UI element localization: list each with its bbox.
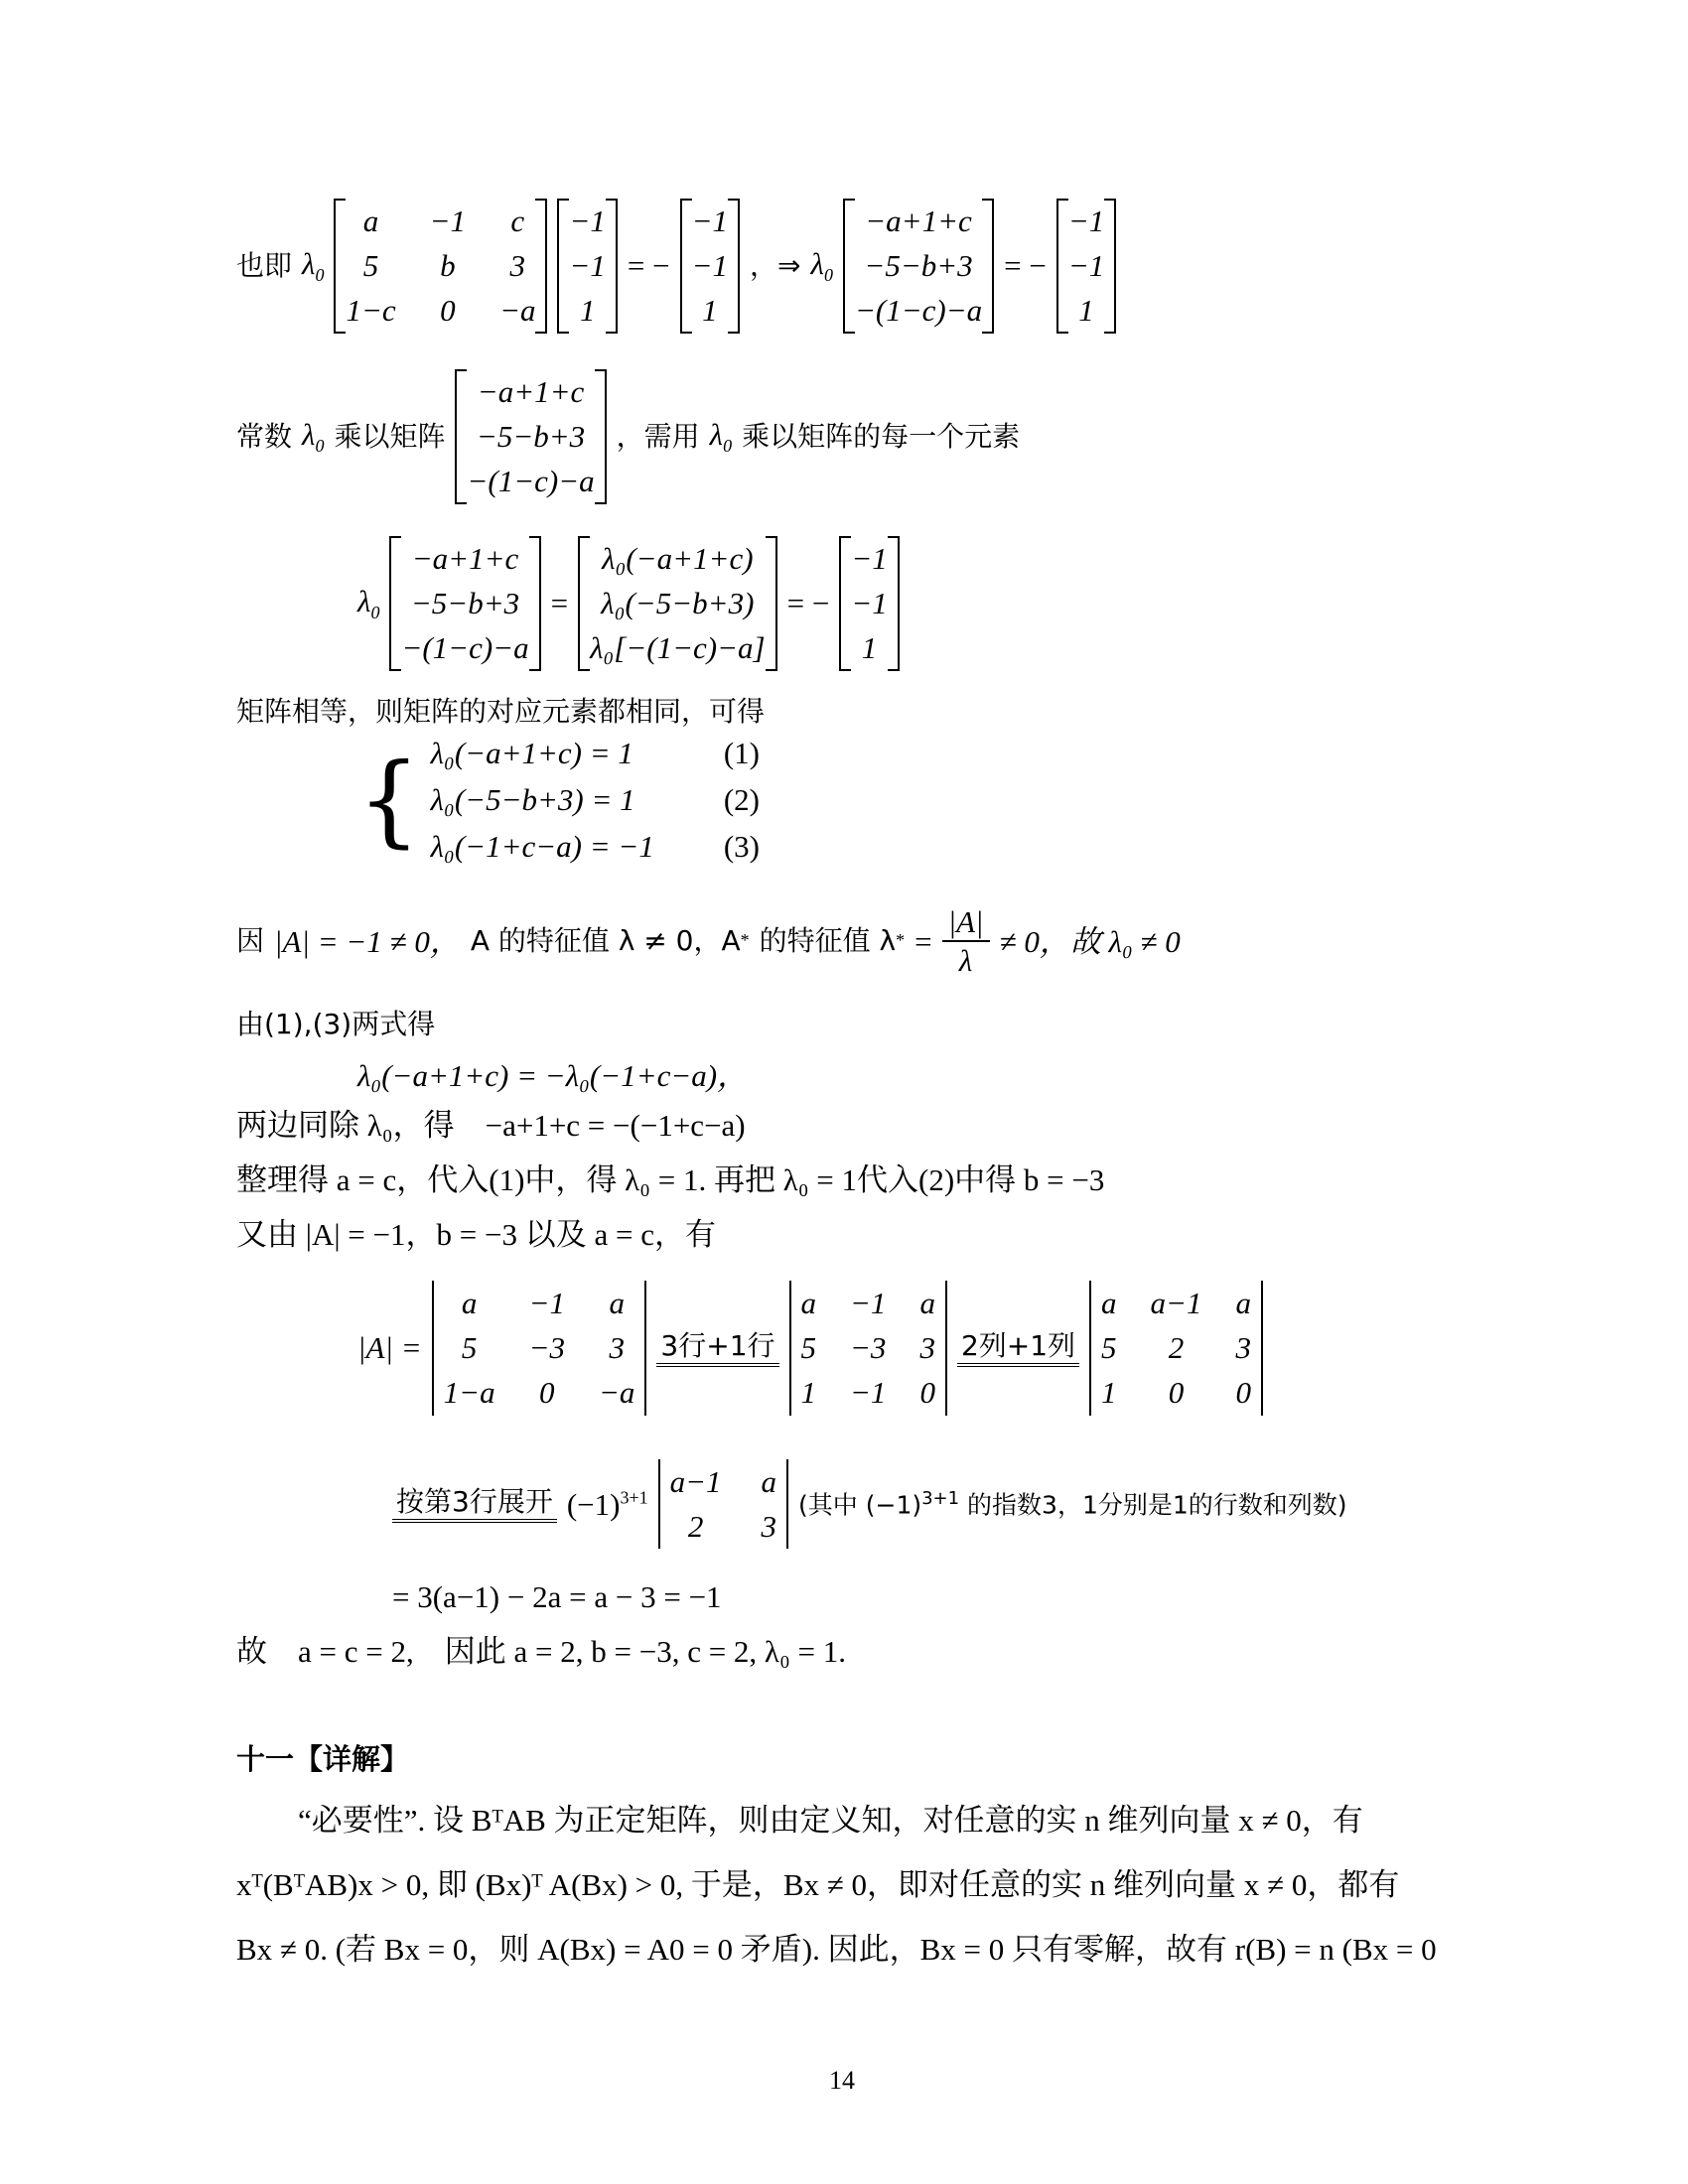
vector-product-3: [389, 536, 540, 671]
matrix-cell: −1: [691, 248, 729, 284]
text-each: 乘以矩阵的每一个元素: [742, 419, 1021, 453]
matrix-cell: a−1: [669, 1464, 722, 1499]
matrix-cell: λ₀(−5−b+3): [601, 586, 755, 621]
text-yin: 因: [236, 924, 265, 958]
det-lhs: |A| =: [357, 1330, 422, 1366]
matrix-cell: b: [440, 248, 456, 284]
vector-rhs-2: [1056, 199, 1116, 334]
system-equation: λ₀(−5−b+3) = 1: [430, 782, 635, 818]
vector-rhs-3: [839, 536, 899, 671]
matrix-cell: −(1−c)−a: [401, 630, 529, 666]
equals-minus: = −: [627, 248, 670, 284]
matrix-cell: a−1: [1150, 1286, 1202, 1320]
det-2: [789, 1281, 947, 1416]
matrix-cell: −1: [569, 204, 606, 238]
expand-op: 按第3行展开: [392, 1485, 557, 1523]
matrix-cell: λ₀[−(1−c)−a]: [590, 630, 766, 666]
matrix-cell: 1: [1101, 1375, 1117, 1411]
row-op-1: 3行+1行: [656, 1329, 778, 1367]
det-minor: [658, 1459, 788, 1549]
eq-line-10: 又由 |A| = −1，b = −3 以及 a = c，有: [236, 1217, 716, 1252]
matrix-cell: 0: [440, 293, 456, 329]
matrix-cell: a: [800, 1286, 817, 1320]
matrix-cell: −1: [851, 586, 888, 621]
fraction: [942, 903, 990, 979]
matrix-cell: 0: [1235, 1375, 1251, 1411]
system-equation: λ₀(−a+1+c) = 1: [430, 736, 633, 770]
matrix-cell: 1: [579, 293, 596, 329]
matrix-cell: 3: [919, 1330, 935, 1366]
expansion-line: [392, 1459, 1347, 1549]
matrix-cell: 1: [800, 1375, 817, 1411]
matrix-cell: 1: [1078, 293, 1094, 329]
matrix-cell: 0: [539, 1375, 555, 1411]
matrix-cell: 5: [1101, 1330, 1117, 1366]
matrix-cell: 2: [687, 1509, 704, 1545]
matrix-cell: −1: [850, 1375, 887, 1411]
matrix-cell: 1−c: [346, 293, 396, 329]
vector-x: [557, 199, 617, 334]
matrix-cell: 1: [702, 293, 718, 329]
det-3: [1089, 1281, 1263, 1416]
equation-system: [357, 735, 760, 866]
matrix-cell: −a+1+c: [477, 374, 585, 409]
col-op-1: 2列+1列: [957, 1329, 1079, 1367]
para-1: “必要性”. 设 BᵀAB 为正定矩阵，则由定义知，对任意的实 n 维列向量 x ≠ 0，有: [298, 1803, 1363, 1838]
star-2: *: [896, 930, 906, 951]
matrix-cell: a: [1101, 1286, 1117, 1320]
lambda0-d: $\lambda_0$: [709, 416, 733, 457]
equals-4: =: [914, 923, 932, 959]
eq-line-12: 故 a = c = 2, 因此 a = 2, b = −3, c = 2, λ₀ = 1.: [236, 1634, 847, 1669]
left-brace: {: [357, 741, 421, 858]
matrix-cell: 2: [1168, 1330, 1185, 1366]
matrix-cell: −3: [850, 1330, 887, 1366]
matrix-cell: a: [919, 1286, 935, 1320]
eq-line-7: λ₀(−a+1+c) = −λ₀(−1+c−a)，: [357, 1058, 749, 1093]
equals: =: [550, 586, 569, 621]
det-chain: [357, 1281, 1263, 1416]
denominator: λ: [958, 943, 973, 979]
matrix-cell: −3: [528, 1330, 565, 1366]
text-eigen: A 的特征值 λ ≠ 0，A: [470, 924, 741, 958]
vector-lambda-product: [578, 536, 777, 671]
sign-factor: $(-1)^{3+1}$: [566, 1486, 648, 1522]
equation-number: (1): [723, 736, 760, 770]
matrix-cell: −(1−c)−a: [854, 293, 983, 329]
eq-line-11: = 3(a−1) − 2a = a − 3 = −1: [392, 1579, 722, 1614]
matrix-cell: 1−a: [443, 1375, 495, 1411]
vector-rhs: [680, 199, 740, 334]
equals-minus-2: = −: [1004, 248, 1047, 284]
system-equation: λ₀(−1+c−a) = −1: [430, 829, 654, 865]
eq-line-1: [236, 199, 1116, 334]
text-chengyi: 乘以矩阵: [334, 419, 446, 453]
vector-product: [843, 199, 994, 334]
det-A-value: |A| = −1 ≠ 0，: [274, 923, 461, 959]
text-from-13: 由(1),(3)两式得: [236, 1008, 436, 1040]
lambda0-b: $\lambda_0$: [810, 245, 833, 286]
equation-number: (2): [723, 782, 760, 818]
matrix-A: [334, 199, 547, 334]
conclusion-lambda0: ≠ 0，故 λ₀ ≠ 0: [999, 923, 1181, 959]
lambda0-c: $\lambda_0$: [302, 416, 325, 457]
eq-line-9: 整理得 a = c，代入(1)中，得 λ₀ = 1. 再把 λ₀ = 1代入(2)中得 b = −3: [236, 1162, 1105, 1197]
matrix-cell: a: [761, 1464, 777, 1499]
matrix-cell: 3: [1235, 1330, 1251, 1366]
matrix-cell: 5: [800, 1330, 817, 1366]
matrix-cell: a: [609, 1286, 625, 1320]
eq-line-3: [357, 536, 900, 671]
matrix-cell: −1: [1067, 248, 1105, 284]
matrix-cell: 0: [1168, 1375, 1185, 1411]
matrix-cell: 3: [761, 1509, 777, 1545]
matrix-cell: 3: [609, 1330, 625, 1366]
implies: ，⇒: [750, 248, 801, 282]
eq-line-8: 两边同除 λ₀，得 −a+1+c = −(−1+c−a): [236, 1108, 746, 1143]
section-heading: 十一【详解】: [236, 1742, 410, 1776]
star: *: [740, 930, 750, 951]
matrix-cell: a: [1235, 1286, 1251, 1320]
lambda0-e: $\lambda_0$: [357, 583, 380, 623]
matrix-cell: −a: [499, 293, 536, 329]
matrix-cell: −1: [691, 204, 729, 238]
matrix-cell: −(1−c)−a: [467, 464, 595, 499]
matrix-cell: a: [362, 204, 379, 238]
det-1: [432, 1281, 647, 1416]
eq-line-5: [236, 903, 1181, 979]
matrix-cell: −1: [850, 1286, 887, 1320]
note: (其中 $(-1)^{3+1}$ 的指数3，1分别是1的行数和列数): [798, 1488, 1347, 1520]
matrix-cell: −a+1+c: [411, 541, 519, 576]
text-eigen-star: 的特征值 λ: [759, 924, 897, 958]
text-xuyong: ，需用: [616, 419, 700, 453]
matrix-cell: 1: [861, 630, 878, 666]
equals-minus-3: = −: [786, 586, 830, 621]
vector-product-2: [455, 369, 606, 504]
page-number: 14: [829, 2066, 855, 2095]
para-2: xᵀ(BᵀAB)x > 0, 即 (Bx)ᵀ A(Bx) > 0, 于是，Bx ≠ 0，即对任意的实 n 维列向量 x ≠ 0，都有: [236, 1867, 1400, 1902]
matrix-cell: −1: [569, 248, 606, 284]
matrix-cell: a: [461, 1286, 478, 1320]
matrix-cell: 3: [509, 248, 526, 284]
matrix-cell: −a: [599, 1375, 635, 1411]
para-3: Bx ≠ 0. (若 Bx = 0，则 A(Bx) = A0 = 0 矛盾). 因此，Bx = 0 只有零解，故有 r(B) = n (Bx = 0: [236, 1932, 1437, 1967]
equation-number: (3): [723, 829, 760, 865]
matrix-cell: −1: [528, 1286, 565, 1320]
matrix-cell: 5: [461, 1330, 478, 1366]
matrix-cell: −1: [851, 541, 888, 576]
numerator: |A|: [942, 903, 990, 942]
matrix-cell: λ₀(−a+1+c): [602, 541, 754, 576]
lambda0: $\lambda_0$: [302, 245, 325, 286]
matrix-cell: −1: [1067, 204, 1105, 238]
matrix-cell: −a+1+c: [865, 204, 972, 238]
matrix-cell: −5−b+3: [864, 248, 973, 284]
system-rows: [431, 735, 760, 866]
text-yeji: 也即: [236, 248, 293, 282]
matrix-cell: −5−b+3: [410, 586, 520, 621]
text-changshu: 常数: [236, 419, 293, 453]
eq-line-2: [236, 369, 1020, 504]
matrix-cell: 5: [362, 248, 379, 284]
text-matrix-equal: 矩阵相等，则矩阵的对应元素都相同，可得: [236, 695, 766, 728]
matrix-cell: −1: [429, 204, 467, 238]
matrix-cell: −5−b+3: [476, 419, 586, 455]
matrix-cell: 0: [919, 1375, 935, 1411]
matrix-cell: c: [510, 204, 525, 238]
